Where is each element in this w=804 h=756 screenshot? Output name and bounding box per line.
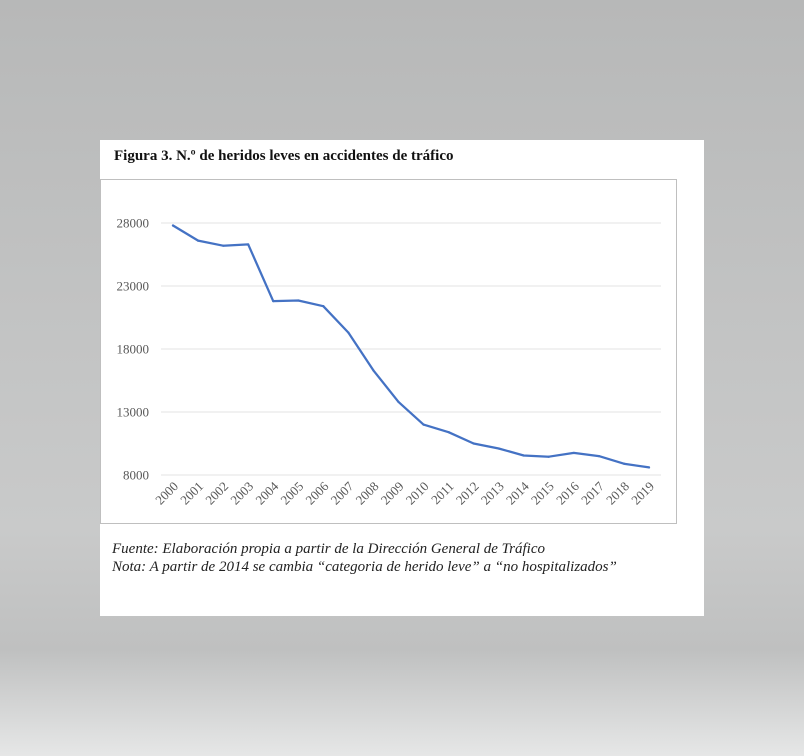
data-point-2000 — [172, 224, 174, 226]
x-tick-label: 2005 — [277, 478, 307, 508]
x-tick-label: 2018 — [603, 478, 633, 508]
x-tick-label: 2011 — [428, 478, 457, 508]
data-point-2015 — [548, 456, 550, 458]
figure-sheet — [100, 140, 704, 616]
data-point-2007 — [347, 332, 349, 334]
source-note: Fuente: Elaboración propia a partir de la Dirección General de Tráfico — [112, 541, 545, 557]
data-point-2011 — [447, 431, 449, 433]
data-point-2009 — [397, 401, 399, 403]
x-axis-ticks — [152, 478, 657, 507]
data-point-2008 — [372, 369, 374, 371]
x-tick-label: 2001 — [177, 478, 207, 508]
data-point-2014 — [523, 454, 525, 456]
data-point-2010 — [422, 424, 424, 426]
x-tick-label: 2003 — [227, 478, 257, 508]
x-tick-label: 2017 — [578, 478, 608, 508]
x-tick-label: 2019 — [628, 478, 658, 508]
x-tick-label: 2014 — [502, 478, 532, 508]
category-change-note: Nota: A partir de 2014 se cambia “categoria de herido leve” a “no hospitalizados” — [112, 559, 617, 575]
y-tick-label: 18000 — [116, 341, 149, 357]
y-tick-label: 8000 — [123, 467, 149, 483]
x-tick-label: 2002 — [202, 478, 232, 508]
x-tick-label: 2006 — [302, 478, 332, 508]
x-tick-label: 2013 — [477, 478, 507, 508]
data-point-2001 — [197, 240, 199, 242]
x-tick-label: 2016 — [552, 478, 582, 508]
gridlines — [161, 223, 661, 475]
x-tick-label: 2012 — [452, 478, 482, 508]
data-point-2004 — [272, 300, 274, 302]
figure-notes — [112, 540, 617, 576]
series-layer — [172, 224, 650, 468]
data-point-2003 — [247, 243, 249, 245]
data-point-2016 — [573, 452, 575, 454]
data-point-2002 — [222, 245, 224, 247]
data-point-2013 — [498, 447, 500, 449]
data-point-2005 — [297, 299, 299, 301]
figure-title: Figura 3. N.º de heridos leves en accidentes de tráfico — [114, 148, 454, 164]
y-tick-label: 23000 — [116, 278, 149, 294]
y-axis-ticks — [117, 216, 150, 483]
data-point-2019 — [648, 466, 650, 468]
x-tick-label: 2015 — [527, 478, 557, 508]
x-tick-label: 2007 — [327, 478, 357, 508]
x-tick-label: 2000 — [152, 478, 182, 508]
data-point-2017 — [598, 455, 600, 457]
x-tick-label: 2004 — [252, 478, 282, 508]
data-point-2018 — [623, 463, 625, 465]
series-line — [173, 226, 649, 468]
chart-area — [100, 179, 677, 524]
line-chart — [101, 180, 678, 525]
data-point-2012 — [473, 442, 475, 444]
y-tick-label: 28000 — [116, 215, 149, 231]
y-tick-label: 13000 — [116, 404, 149, 420]
x-tick-label: 2009 — [377, 478, 407, 508]
x-tick-label: 2010 — [402, 478, 432, 508]
x-tick-label: 2008 — [352, 478, 382, 508]
data-point-2006 — [322, 305, 324, 307]
